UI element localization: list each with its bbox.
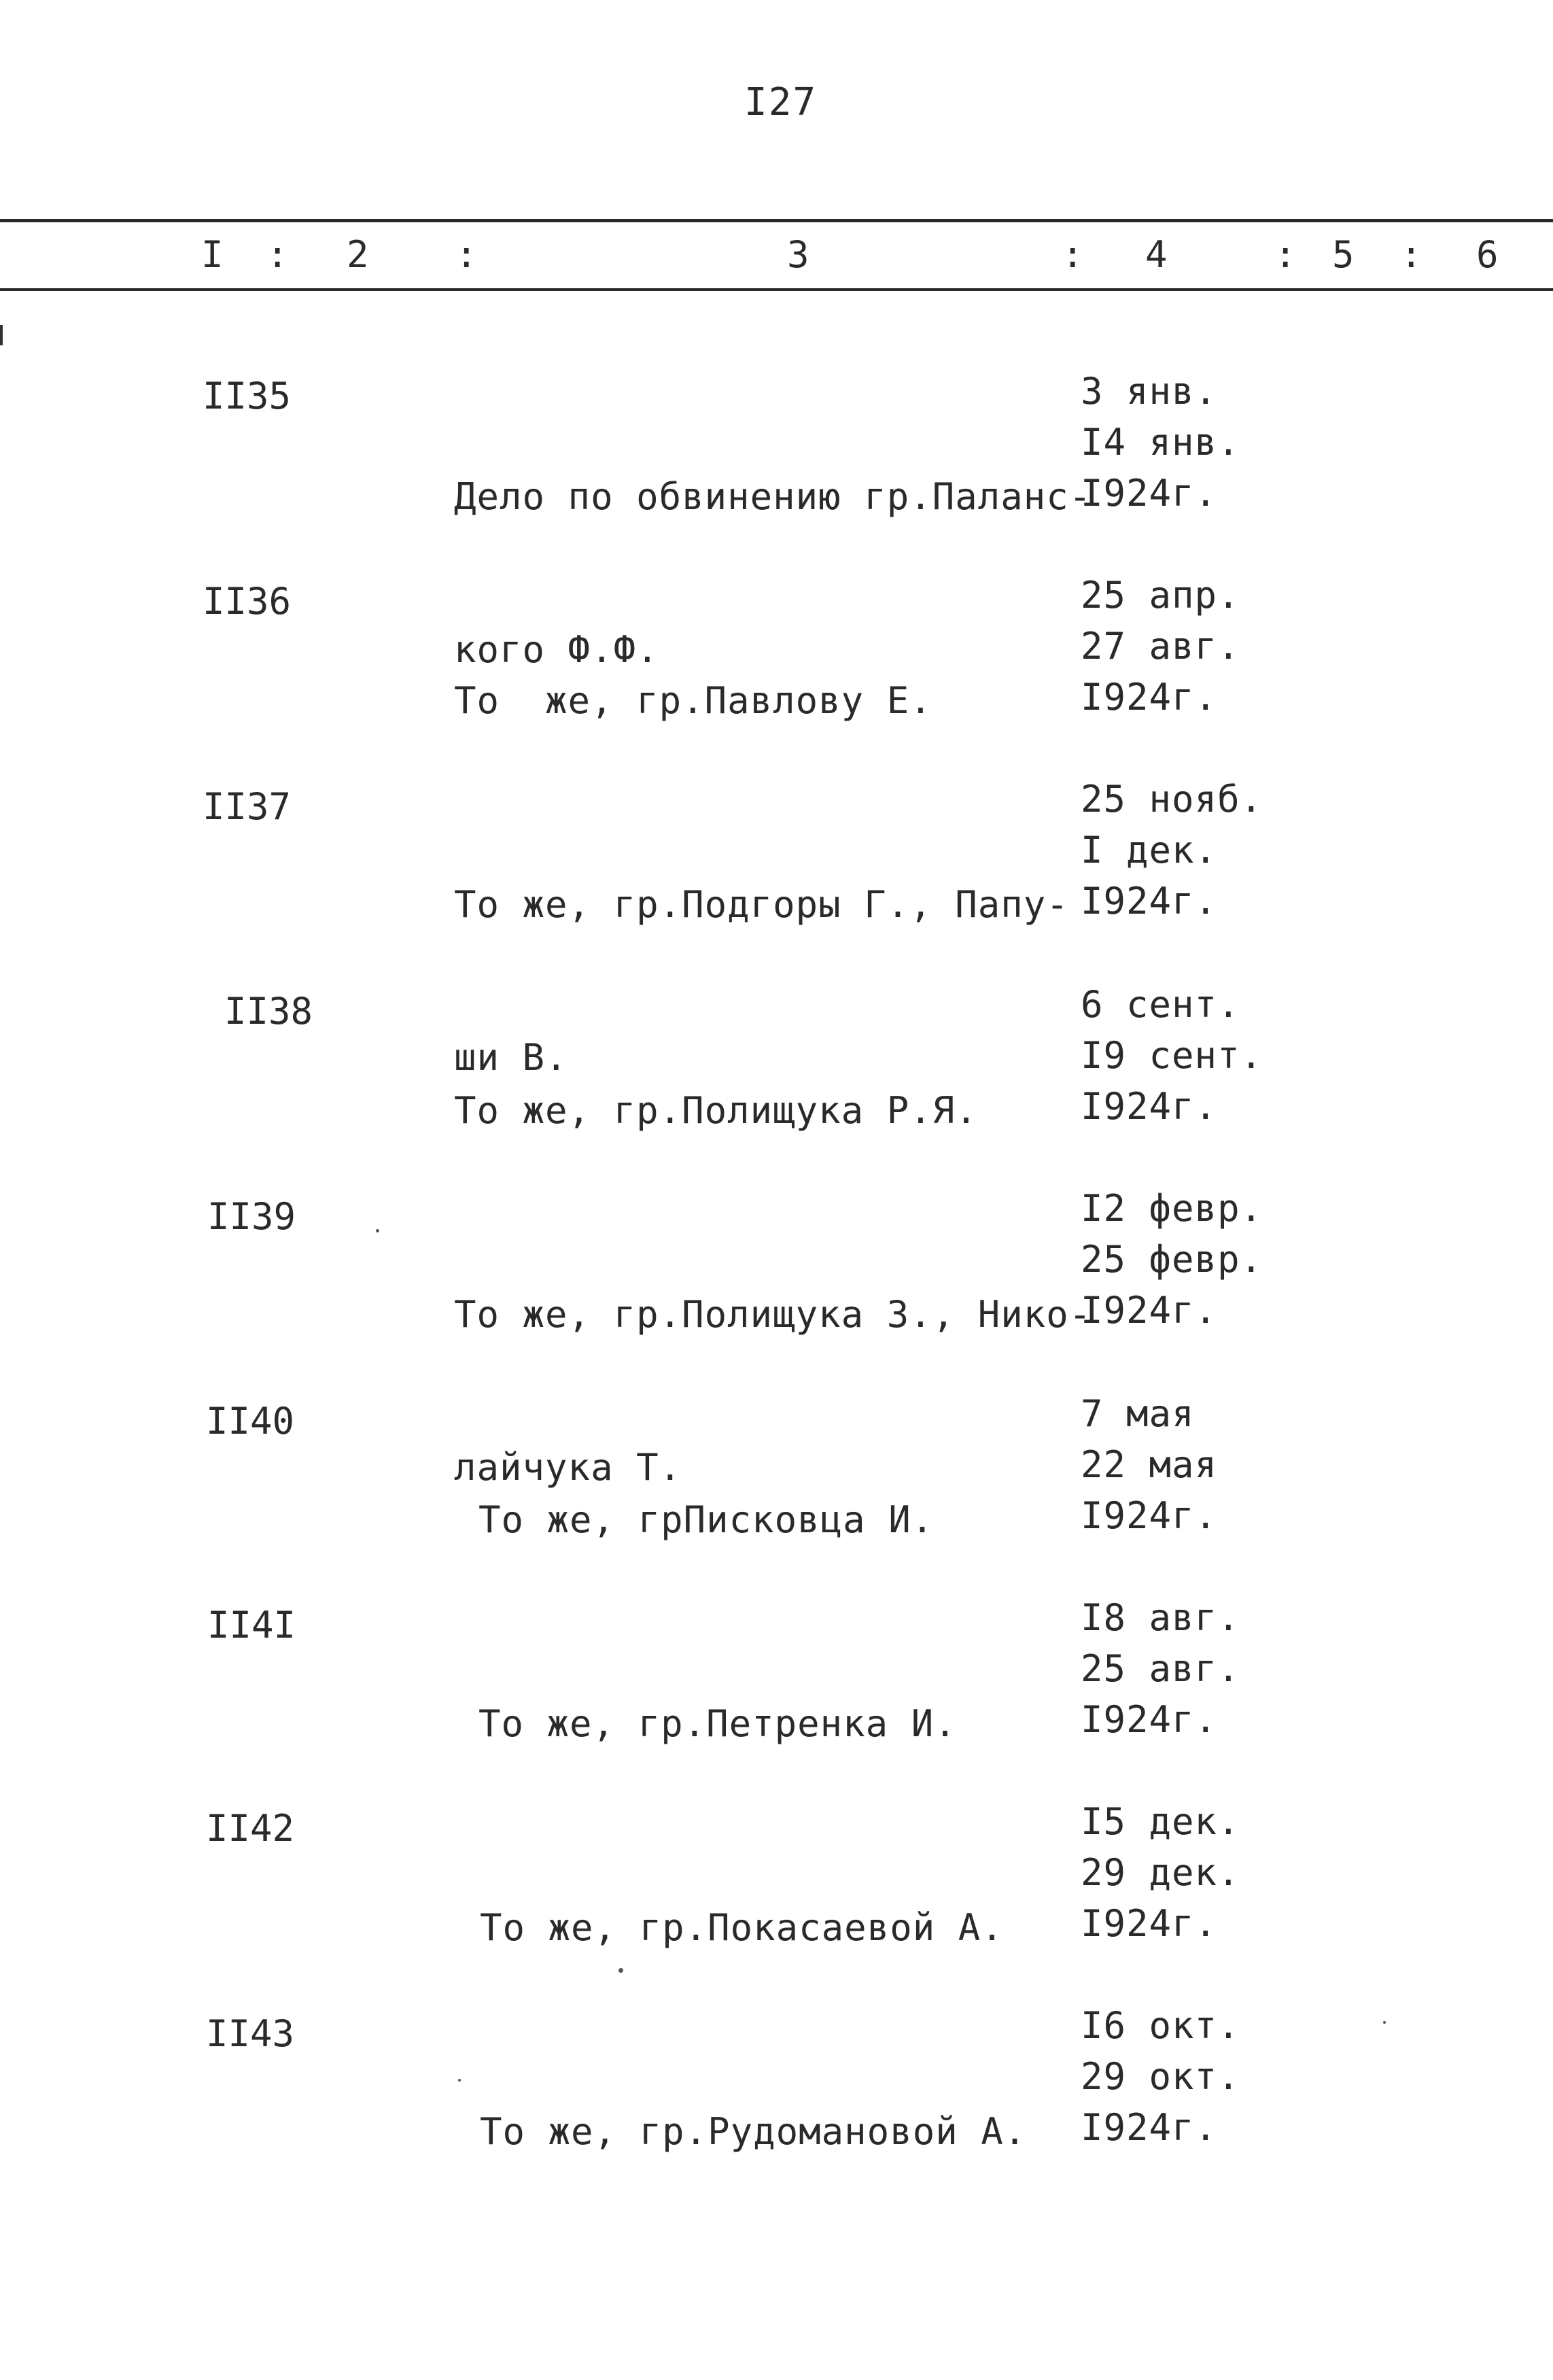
header-separator: : [455,233,478,276]
table-header-top-rule [0,219,1553,222]
case-dates: 25 апр. 27 авг. I924г. [1081,574,1240,719]
case-number: II4I [207,1604,296,1646]
header-separator: : [1400,233,1423,276]
case-title: Дело по обвинению гр.Паланс- кого Ф.Ф. [454,475,1092,671]
page-number: I27 [744,80,818,124]
header-col-2: 2 [347,233,369,276]
case-title: То же, гр.Полищука З., Нико- лайчука Т. [454,1293,1092,1489]
header-col-5: 5 [1332,233,1355,276]
case-dates: I5 дек. 29 дек. I924г. [1081,1800,1240,1945]
case-dates: 6 сент. I9 сент. I924г. [1081,983,1263,1128]
case-title: То же, грПисковца И. [478,1498,935,1541]
scan-speck [1383,2021,1386,2024]
header-col-4: 4 [1145,233,1168,276]
header-col-6: 6 [1476,233,1499,276]
case-title: То же, гр.Рудомановой А. [480,2110,1027,2153]
case-dates: I2 февр. 25 февр. I924г. [1081,1187,1263,1332]
case-number: II39 [207,1195,296,1238]
header-col-3: 3 [787,233,809,276]
table-header-bottom-rule [0,288,1553,291]
case-number: II42 [206,1807,295,1850]
header-separator: : [266,233,289,276]
scan-speck [458,2079,461,2082]
case-title: То же, гр.Петренка И. [478,1702,957,1745]
case-dates: 7 мая 22 мая I924г. [1081,1392,1218,1537]
case-dates: I6 окт. 29 окт. I924г. [1081,2004,1240,2149]
case-dates: 25 нояб. I дек. I924г. [1081,778,1263,922]
scan-speck [376,1229,379,1232]
case-dates: 3 янв. I4 янв. I924г. [1081,370,1240,515]
case-title: То же, гр.Павлову Е. [454,679,932,722]
header-col-1: I [201,233,224,276]
header-separator: : [1062,233,1084,276]
case-number: II37 [203,785,292,828]
case-number: II43 [206,2012,295,2055]
case-title: То же, гр.Полищука Р.Я. [454,1089,978,1132]
case-number: II35 [203,375,292,417]
header-separator: : [1274,233,1297,276]
scan-speck [618,1968,623,1973]
case-number: II38 [224,990,313,1033]
case-number: II40 [206,1400,295,1443]
case-number: II36 [203,580,292,623]
case-title: То же, гр.Подгоры Г., Папу- ши В. [454,883,1069,1079]
margin-mark [0,325,3,345]
case-dates: I8 авг. 25 авг. I924г. [1081,1596,1240,1741]
case-title: То же, гр.Покасаевой А. [480,1906,1004,1949]
